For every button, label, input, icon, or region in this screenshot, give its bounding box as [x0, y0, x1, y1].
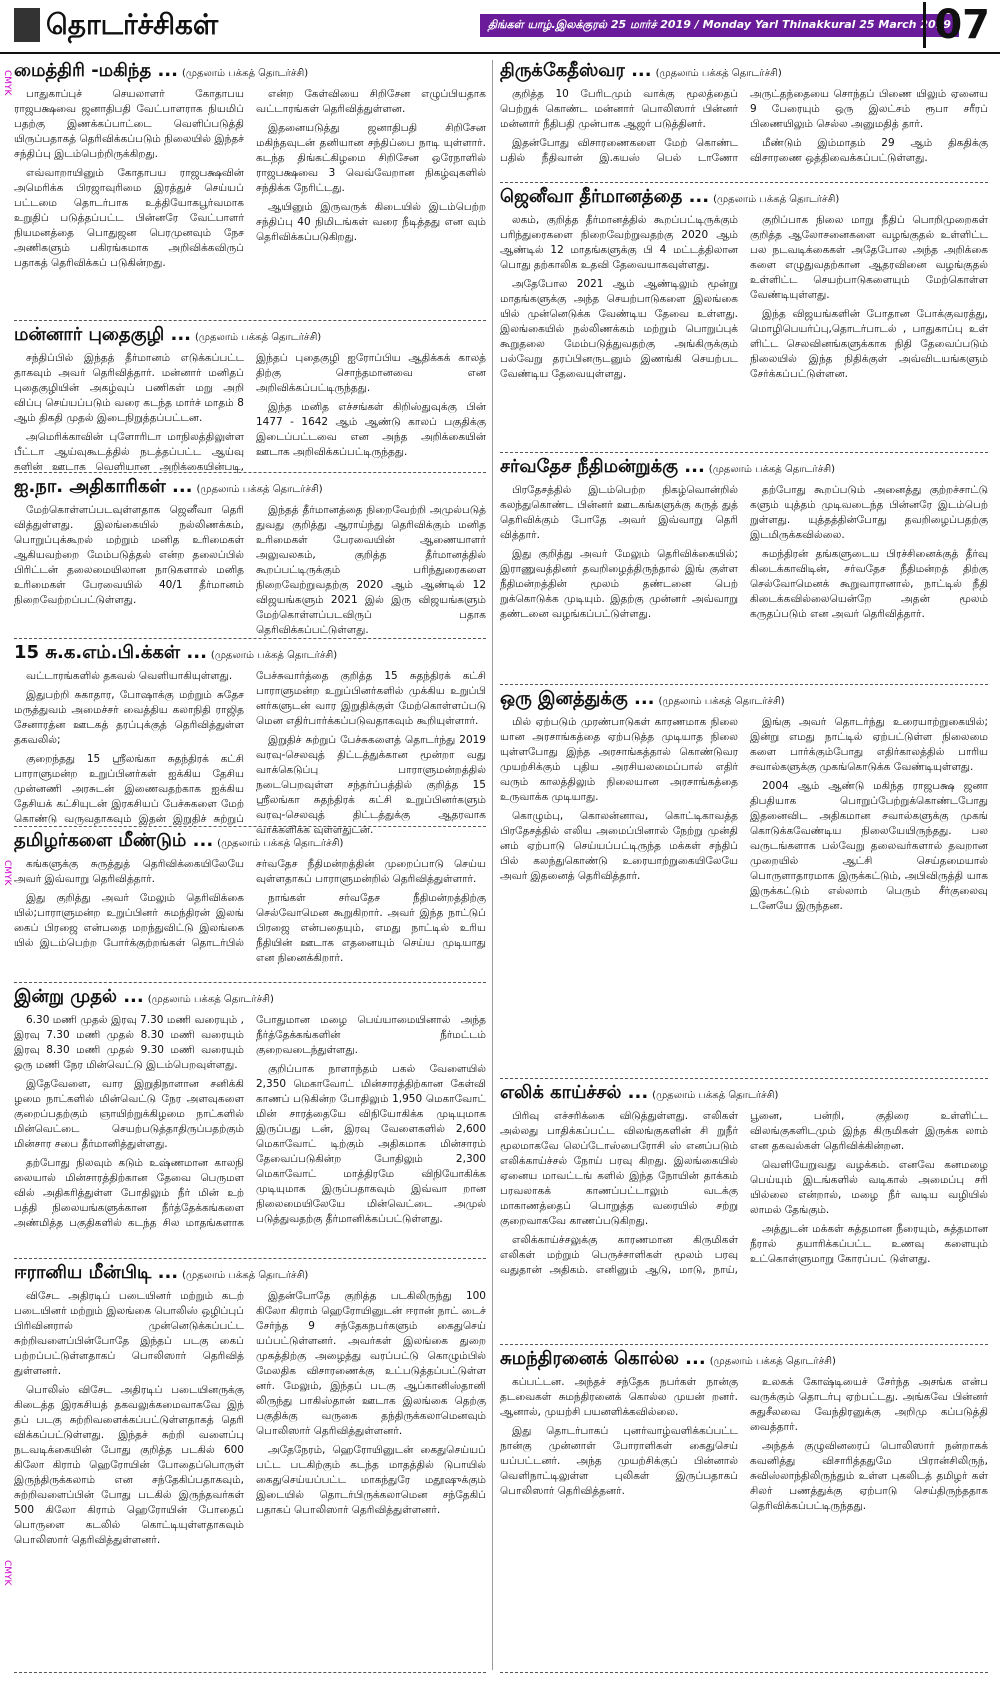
story — [500, 186, 988, 453]
paragraph: குறித்த 10 பேரிடமும் வாக்கு மூலத்தைப் பெற்றுக் கொண்ட மன்னார் பொலிஸார் பின்னர் மன்னார் நீதிபதி முன்பாக ஆஜர் படுத்தினர். — [500, 88, 738, 130]
continued-label: (முதலாம் பக்கத் தொடர்ச்சி) — [708, 464, 835, 475]
cmyk-mark-bottom: CMYK — [2, 1560, 12, 1586]
headline-text: ஐ.நா. அதிகாரிகள் ... — [14, 476, 193, 497]
paragraph: குறிப்பாக நிலை மாறு நீதிப் பொறிமுறைகள் குறித்த ஆலோசனைகளை வழங்குதல் உள்ளிட்ட பல நடவடிக்கைகள் அதேபோல அந்த அறிக்கை களை எழுதுவதற்கான ஆதரவினை வழங்குதல் உள்ளிட்ட செயற்பாடுகளையும் மேற்கொள்ள வேண்டியுள்ளது. — [750, 214, 988, 301]
continued-label: (முதலாம் பக்கத் தொடர்ச்சி) — [147, 994, 274, 1005]
dateline: திங்கள் யாழ்.இலக்குரல் 25 மார்ச் 2019 / Monday Yarl Thinakkural 25 March 2019 — [480, 14, 959, 37]
paragraph: இந்தத் தீர்மானத்தை நிறைவேற்றி அமுல்படுத் துவது குறித்து ஆராய்ந்து தெரிவிக்கும் மனித உரிமைகள் பேரவையின் ஆணையாளர் அலுவலகம், குறித்த தீர்மானத்தில் கூறப்பட்டிருக்கும் பரிந்துரைகளை நிறைவேற்றுவதற்கு 2020 ஆம் ஆண்டில் 12 விஜயங்களும் 2021 இல் இரு விஜயங்களும் மேற்கொள்ளப்படவிருப் பதாக தெரிவிக்கப்பட்டுள்ளது. — [256, 504, 486, 636]
paragraph: இதன்போது விசாரணைகளை மேற் கொண்ட பதில் நீதிவான் இ.கயஸ் பெல் டாணோ அருட்தந்தையை சொந்தப் பிணை யிலும் ஏனைய 9 பேரையும் ஒரு இலட்சம் ரூபா சரீரப் பிணையிலும் செல்ல அனுமதித் தார். — [500, 88, 988, 164]
headline-text: மைத்திரி -மகிந்த ... — [14, 60, 178, 81]
right-column — [500, 60, 988, 1672]
story-headline — [14, 324, 486, 347]
story-headline — [500, 186, 988, 209]
continued-label: (முதலாம் பக்கத் தொடர்ச்சி) — [658, 696, 785, 707]
story — [500, 1348, 988, 1673]
story — [14, 830, 486, 983]
left-column — [14, 60, 486, 1672]
paragraph: குறிப்பாக நாளாந்தம் பகல் வேளையில் 2,350 மெகாவோட் மின்சாரத்திற்கான கேள்வி காணப் படுகின்ற போதிலும் 1,950 மெகாவோட் மின் சாரத்தையே விநியோகிக்க முடியுமாக இருப்பது டன், இரவு வேளைகளில் 2,600 மெகாவோட் டிற்கும் அதிகமாக மின்சாரம் தேவைப்படுகின்ற போதிலும் 2,300 மெகாவோட் மாத்திரமே விநியோகிக்க முடியுமாக இருப்பதாகவும் இவ்வா றான நிலைமையிலேயே மின்வெட்டை அமுல் படுத்துவதற்கு தீர்மானிக்கப்பட்டுள்ளது. — [256, 1063, 486, 1225]
paragraph: பொலிஸ் விசேட அதிரடிப் படையினருக்கு கிடைத்த இரகசியத் தகவலுக்கமைவாகவே இந் தப் படகு சுற்றிவளைக்கப்பட்டுள்ளதாகத் தெரி விக்கப்பட்டுள்ளது. இந்தச் சுற்றி வளைப்பு நடவடிக்கையின் போது குறித்த படகில் 600 கிலோ கிராம் ஹெரோயின் போதைப்பொருள் இருந்திருக்கலாம் என சந்தேகிப்பதாகவும், சுற்றிவளைப்பின் போது படகில் இருந்தவர்கள் 500 கிலோ கிராம் ஹெரோயின் போதைப் பொருளை கடலில் கொட்டியுள்ளதாகவும் பொலிஸார் தெரிவித்துள்ளனர். — [14, 1384, 244, 1546]
paragraph: பிரிவு எச்சரிக்கை விடுத்துள்ளது. எலிகள் அல்லது பாதிக்கப்பட்ட விலங்குகளின் சி றுநீர் மூலமாகவே லெப்டோஸ்பைரோசி ஸ் எனப்படும் எலிக்காய்ச்சல் நோய் பரவு கிறது. இலங்கையில் ஏனைய மாவட்டங் களில் இந்த நோயின் தாக்கம் பரவலாகக் காணப்பட்டாலும் வடக்கு மாகாணத்தைப் பொறுத்த வரையில் சற்று குறைவாகவே காணப்படுகிறது. — [500, 1110, 738, 1227]
headline-text: தமிழர்களை மீண்டும் ... — [14, 830, 214, 851]
paragraph: கங்களுக்கு சுருத்துத் தெரிவிக்கையிலேயே அவர் இவ்வாறு தெரிவித்தார். — [14, 858, 244, 885]
story-body — [14, 1013, 486, 1231]
headline-text: சுமந்திரனைக் கொல்ல ... — [500, 1348, 706, 1369]
paragraph: ஆயினும் இருவருக் கிடையில் இடம்பெற்ற சந்திப்பு 40 நிமிடங்கள் வரை நீடித்தது என வும் தெரிவிக்கப்படுகிறது. — [256, 201, 486, 243]
continued-label: (முதலாம் பக்கத் தொடர்ச்சி) — [709, 1356, 836, 1367]
cmyk-mark-top: CMYK — [2, 70, 12, 96]
headline-text: ஜெனீவா தீர்மானத்தை ... — [500, 186, 710, 207]
story-body — [500, 1109, 988, 1278]
paragraph: எவ்வாறாயினும் கோதாபய ராஜபக்ஷவின் அமெரிக்க பிரஜாவுரிமை இரத்துச் செய்யப் பட்டமை தொடர்பாக உத்தியோகபூர்வமாக உறுதிப் படுத்தப்பட்ட பின்னரே வேட்பாளர் நியமனத்தை பொதுஜன பெரமுனவும் நேச அணிகளும் பகிரங்கமாக அறிவிக்கவிருப் பதாகத் தெரிவிக்கப் படுகின்றது. — [14, 167, 244, 269]
continued-label: (முதலாம் பக்கத் தொடர்ச்சி) — [182, 1270, 309, 1281]
cmyk-mark-middle: CMYK — [2, 860, 12, 886]
paragraph: அந்தக் குழுவினரைப் பொலிஸார் நன்றாகக் கவனித்து விசாரித்ததுமே பிரான்சிலிருந், சுவிஸ்லாந்திலிருந்தும் உள்ள புகலிடத் தமிழர் கள் சிலர் பணத்துக்கு ஏற்பாடு செய்திருந்ததாக தெரிவிக்கப்பட்டிருந்தது. — [750, 1440, 988, 1512]
paragraph: கொழும்பு, கொலன்னாவ, கொட்டிகாவத்த பிரதேசத்தில் எலிய அமைப்பினால் நேற்று முன்தி னம் ஏற்பாடு செய்யப்பட்டிருந்த மக்கள் சந்திப் பில் கலந்துகொண்டு உரையாற்றுகையிலேயே அவர் இதனைத் தெரிவித்தார். — [500, 810, 738, 882]
paragraph: இதுபற்றி சுகாதார, போஷாக்கு மற்றும் சுதேச மருத்துவம் அமைச்சர் வைத்திய கலாநிதி ராஜித சேனாரத்ன ஊடகத் தரப்புக்குத் தெரிவித்துள்ள தகவலில்; — [14, 689, 244, 746]
story-body — [500, 715, 988, 914]
paragraph: இந்த மனித எச்சங்கள் கிறிஸ்துவுக்கு பின் 1477 - 1642 ஆம் ஆண்டு காலப் பகுதிக்கு இடைப்பட்டவை என அந்த அறிக்கையின் ஊடாக அறிவிக்கப்பட்டிருந்தது. — [256, 401, 486, 458]
continued-label: (முதலாம் பக்கத் தொடர்ச்சி) — [210, 650, 338, 661]
story-body — [500, 483, 988, 626]
story-headline — [500, 60, 988, 83]
story-headline — [500, 688, 988, 711]
story — [14, 642, 486, 836]
story-headline — [14, 642, 486, 665]
paragraph: அதேபோல 2021 ஆம் ஆண்டிலும் மூன்று மாதங்களுக்கு அந்த செயற்பாடுகளை இலங்கை யில் முன்னெடுக்க வேண்டிய தேவை உள்ளது. இலங்கையில் நல்லிணக்கம் மற்றும் பொறுப்புக் கூறுதலை மேம்படுத்துவதற்கு அங்கிருக்கும் பல்வேறு தரப்பினருடனும் இணங்கி செயற்பட வேண்டிய தேவையுள்ளது. — [500, 278, 738, 380]
paragraph: அத்துடன் மக்கள் சுத்தமான நீரையும், சுத்தமான நீரால் தயாரிக்கப்பட்ட உணவு களையும் உட்கொள்ளுமாறு கோரப்பட் டுள்ளது. — [750, 1223, 988, 1265]
story-headline — [14, 830, 486, 853]
story — [500, 60, 988, 183]
story-body — [14, 669, 486, 838]
story-body — [14, 503, 486, 638]
headline-text: மன்னார் புதைகுழி ... — [14, 324, 192, 345]
paragraph: இந்த விஜயங்களின் போதான போக்குவரத்து, மொழிபெயர்ப்பு,தொடர்பாடல் , பாதுகாப்பு உள் ளிட்ட செலவினங்களுக்காக நிதி தேவைப்படும் நிலையில் இந்த நிதிக்குள் அவ்விடயங்களும் சேர்க்கப்பட்டுள்ளன. — [750, 308, 988, 380]
story-body — [500, 87, 988, 168]
continued-label: (முதலாம் பக்கத் தொடர்ச்சி) — [713, 194, 840, 205]
story — [500, 688, 988, 1079]
story-headline — [500, 1348, 988, 1371]
headline-text: இன்று முதல் ... — [14, 986, 144, 1007]
paragraph: விசேட அதிரடிப் படையினர் மற்றும் கடற் படையினர் மற்றும் இலங்கை பொலிஸ் ஒழிப்புப் பிரிவினரால் முன்னெடுக்கப்பட்ட சுற்றிவளைப்பின்போதே இந்தப் படகு கைப் பற்றப்பட்டுள்ளதாகப் பொலிஸார் தெரிவித் துள்ளனர். — [14, 1290, 244, 1377]
paragraph: தற்போது கூறப்படும் அனைத்து குற்றச்சாட்டு களும் யுத்தம் முடிவடைந்த பின்னரே இடம்பெற் றுள்ளது. யுத்தத்தின்போது தவறிழைப்பதற்கு இடமிருக்கவில்லை. — [750, 484, 988, 541]
story-body — [500, 1375, 988, 1514]
paragraph: இங்கு அவர் தொடர்ந்து உரையாற்றுகையில்; இன்று எமது நாட்டில் ஏற்பட்டுள்ள நிலைமை களை பார்க்கும்போது எதிர்காலத்தில் பாரிய சவால்களுக்கு முகங்கொடுக்க வேண்டியுள்ளது. — [750, 716, 988, 773]
paragraph: வெளியேறுவது வழக்கம். எனவே கனமழை பெய்யும் இடங்களில் வடிகால் அமைப்பு சரி யில்லை என்றால், மழை நீர் வடிய வழியில் லாமல் தேங்கும். — [750, 1159, 988, 1216]
paragraph: 6.30 மணி முதல் இரவு 7.30 மணி வரையும் , இரவு 7.30 மணி முதல் 8.30 மணி வரையும் இரவு 8.30 மணி முதல் 9.30 மணி வரையும் ஒரு மணி நேர மின்வெட்டு இடம்பெறவுள்ளது. — [14, 1014, 244, 1071]
headline-text: ஈரானிய மீன்பிடி ... — [14, 1262, 179, 1283]
story-body — [14, 87, 486, 271]
story-body — [14, 1289, 486, 1548]
paragraph: சுமந்திரன் தங்களுடைய பிரச்சினைக்குத் தீர்வு கிடைக்காவிடின், சர்வதேச நீதிமன்றத் திற்கு செல்வோமெனக் கூறுவாரானால், நாட்டில் நீதி கிடைக்கவில்லையென்றே அதன் மூலம் கருதப்படும் என அவர் தெரிவித்தார். — [750, 548, 988, 620]
paragraph: நாங்கள் சர்வதேச நீதிமன்றத்திற்கு செல்வோமென கூறுகிறார். அவர் இந்த நாட்டுப் பிரஜை என்பதையும், எமது நாட்டில் உரிய நீதியின் ஊடாக எதனையும் செய்ய முடியாது என நினைக்கிறார். — [256, 892, 486, 964]
paragraph: மேற்கொள்ளப்படவுள்ளதாக ஜெனீவா தெரி வித்துள்ளது. இலங்கையில் நல்லிணக்கம், பொறுப்புக்கூறல் மற்றும் மனித உரிமைகள் ஆகியவற்றை மேம்படுத்தல் என்ற தலைப்பில் பிரிட்டன் தலைமையிலான நாடுகளால் மனித உரிமைகள் பேரவையில் 40/1 தீர்மானம் நிறைவேற்றப்பட்டுள்ளது. — [14, 504, 244, 606]
headline-text: திருக்கேதீஸ்வர ... — [500, 60, 652, 81]
paragraph: சந்திப்பில் இந்தத் தீர்மானம் எடுக்கப்பட்ட தாகவும் அவர் தெரிவித்தார். மன்னார் மனிதப் புதைகுழியின் அகழ்வுப் பணிகள் மறு அறி விப்பு செய்யப்படும் வரை கடந்த மார்ச் மாதம் 8 ஆம் திகதி முதல் இடைநிறுத்தப்பட்டன. — [14, 352, 244, 424]
paragraph: கப்பட்டன. அந்தச் சந்தேக நபர்கள் நான்கு தடவைகள் சுமந்திரனைக் கொல்ல முயன் றனர். ஆனால், முயற்சி பயனளிக்கவில்லை. — [500, 1376, 738, 1418]
paragraph: பாதுகாப்புச் செயலாளர் கோதாபய ராஜபக்ஷவை ஜனாதிபதி வேட்பாளராக நியமிப் பதற்கு இணக்கப்பாட்டை வெளிப்படுத்தி யிருப்பதாகத் தெரிவிக்கப்படும் நிலையில் இந்தச் சந்திப்பு இடம்பெற்றிருக்கிறது. — [14, 88, 244, 160]
headline-text: ஒரு இனத்துக்கு ... — [500, 688, 655, 709]
story — [14, 60, 486, 321]
story — [14, 324, 486, 473]
paragraph: இது தொடர்பாகப் புனர்வாழ்வளிக்கப்பட்ட நான்கு முன்னாள் போராளிகள் கைதுசெய் யப்பட்டனர். அந்த முயற்சிக்குப் பின்னால் வெளிநாட்டிலுள்ள புலிகள் இருப்பதாகப் பொலிஸார் தெரிவித்தனர். — [500, 1425, 738, 1497]
paragraph: 2004 ஆம் ஆண்டு மகிந்த ராஜபக்ஷ ஜனா திபதியாக பொறுப்பேற்றுக்கொண்டபோது இதனைவிட அதிகமான சவால்களுக்கு முகங் கொடுக்கவேண்டிய நிலையேயிருந்தது. பல வருடங்களாக பல்வேறு தலைவர்களால் தவறான முறையில் ஆட்சி செய்தமையால் பொருளாதாரமாக இருக்கட்டும், அபிவிருத்தி யாக இருக்கட்டும் எல்லாம் பெரும் சீர்குலைவு டனேயே இருந்தன. — [750, 780, 988, 912]
story — [14, 1262, 486, 1673]
section-title: தொடர்ச்சிகள் — [46, 8, 219, 41]
paragraph: எலிக்காய்ச்சலுக்கு காரணமான கிருமிகள் எலிகள் மற்றும் பெருச்சாளிகள் மூலம் பரவு வதுதான் அதிகம். எனினும் ஆடு, மாடு, நாய், பூனை, பன்றி, குதிரை உள்ளிட்ட விலங்குகளிடமும் இந்த கிருமிகள் இருக்க லாம் என தகவல்கள் தெரிவிக்கின்றன. — [500, 1110, 988, 1276]
paragraph: இதேவேளை, வார இறுதிநாளான சனிக்கி ழமை நாட்களில் மின்வெட்டு நேர அளவுகளை குறைப்பதற்கும் ஞாயிற்றுக்கிழமை நாட்களில் மின்வெட்டை செயற்படுத்தாதிருப்பதற்கும் மின்சார சபை தீர்மானித்துள்ளது. — [14, 1078, 244, 1150]
column-divider — [492, 60, 493, 1670]
story-headline — [14, 986, 486, 1009]
continued-label: (முதலாம் பக்கத் தொடர்ச்சி) — [195, 332, 322, 343]
paragraph: என்ற கேள்வியை சிறிசேன எழுப்பியதாக வட்டாரங்கள் தெரிவித்துள்ளன. — [256, 88, 486, 115]
story-headline — [14, 60, 486, 83]
paragraph: மீண்டும் இம்மாதம் 29 ஆம் திகதிக்கு விசாரணை ஒத்திவைக்கப்பட்டுள்ளது. — [750, 137, 988, 164]
story-body — [14, 351, 486, 475]
story — [500, 456, 988, 685]
paragraph: குறைந்தது 15 ஸ்ரீலங்கா சுதந்திரக் கட்சி பாராளுமன்ற உறுப்பினர்கள் ஐக்கிய தேசிய முன்னணி அரசுடன் இணைவதற்காக ஐக்கிய தேசியக் கட்சியுடன் இரகசியப் பேச்சுகளை மேற் கொண்டு வருவதாகவும் இதன் இறுதிச் சுற்றுப் பேச்சுவார்த்தை குறித்த 15 சுதந்திரக் கட்சி பாராளுமன்ற உறுப்பினர்களில் முக்கிய உறுப்பி னர்களுடன் வார இறுதிக்குள் மேற்கொள்ளப்படு மென எதிர்பார்க்கப்படுவதாகவும் கூறியுள்ளார். — [14, 670, 486, 825]
paper-logo — [14, 8, 40, 42]
story-headline — [500, 1082, 988, 1105]
story — [14, 986, 486, 1259]
story-body — [14, 857, 486, 966]
continued-label: (முதலாம் பக்கத் தொடர்ச்சி) — [181, 68, 309, 79]
story-headline — [14, 476, 486, 499]
story-body — [500, 213, 988, 386]
paragraph: இது குறித்து அவர் மேலும் தெரிவிக்கை யில்;பாராளுமன்ற உறுப்பினர் சுமந்திரன் இலங் கைப் பிரஜை என்பதை மறந்துவிட்டு இலங்கை யில் இடம்பெற்ற போர்க்குற்றங்கள் தொடர்பில் சர்வதேச நீதிமன்றத்தின் முறைப்பாடு செய்ய வுள்ளதாகப் பாராளுமன்றில் தெரிவித்துள்ளார். — [14, 858, 486, 949]
paragraph: லகம், குறித்த தீர்மானத்தில் கூறப்பட்டிருக்கும் பரிந்துரைகளை நிறைவேற்றுவதற்கு 2020 ஆம் ஆண்டில் 12 மாதங்களுக்கு பி 4 மட்டத்திலான பொது தற்காலிக உதவி தேவையாகவுள்ளது. — [500, 214, 738, 271]
story — [500, 1082, 988, 1345]
paragraph: தற்போது நிலவும் கடும் உஷ்ணமான காலநி லையால் மின்சாரத்திற்கான தேவை பெருமள வில் அதிகரித்துள்ள போதிலும் நீர் மின் உற் பத்தி நிலையங்களுக்கான நீர்த்தேக்கங்களை அண்மித்த பகுதிகளில் கடந்த சில மாதங்களாக போதுமான மழை பெய்யாமையினால் அந்த நீர்த்தேக்கங்களின் நீர்மட்டம் குறைவடைந்துள்ளது. — [14, 1014, 486, 1229]
paragraph: உலகக் கோஷ்டியைச் சேர்ந்த அசங்க என்ப வருக்கும் தொடர்பு ஏற்பட்டது. அங்கவே பின்னர் சுதுசீலவை வேந்திரனுக்கு அறிமு கப்படுத்தி வைத்தார். — [750, 1376, 988, 1433]
paragraph: வட்டாரங்களில் தகவல் வெளியாகியுள்ளது. — [26, 670, 233, 682]
paragraph: அதேநேரம், ஹெரோயினுடன் கைதுசெய்யப் பட்ட படகிற்கும் கடந்த மாதத்தில் டுபாயில் கைதுசெய்யப்பட்ட மாகந்துரே மதூஷுக்கும் இடையில் தொடர்பிருக்கலாமென சந்தேகிப் பதாகப் பொலிஸார் தெரிவித்துள்ளனர். — [256, 1444, 486, 1516]
headline-text: 15 சு.க.எம்.பி.க்கள் ... — [14, 642, 207, 663]
headline-text: சர்வதேச நீதிமன்றுக்கு ... — [500, 456, 705, 477]
continued-label: (முதலாம் பக்கத் தொடர்ச்சி) — [217, 838, 344, 849]
paragraph: இறுதிச் சுற்றுப் பேச்சுகளைத் தொடர்ந்து 2019 வரவு-செலவுத் திட்டத்துக்கான மூன்றா வது வாக்கெடுப்பு பாராளுமன்றத்தில் நடைபெறவுள்ள சந்தர்ப்பத்தில் குறித்த 15 ஸ்ரீலங்கா சுதந்திரக் கட்சி உறுப்பினர்களும் வரவு-செலவுத் திட்டத்துக்கு ஆதரவாக வாக்களிக்க வுள்ளதுடன். — [256, 734, 486, 836]
story — [14, 476, 486, 639]
paragraph: இதன்போதே குறித்த படகிலிருந்து 100 கிலோ கிராம் ஹெரோயினுடன் ஈரான் நாட் டைச் சேர்ந்த 9 சந்தேகநபர்களும் கைதுசெய் யப்பட்டுள்ளனர். அவர்கள் இலங்கை துறை முகத்திற்கு அழைத்து வரப்பட்டு கொழும்பில் மேலதிக விசாரணைக்கு உட்படுத்தப்பட்டுள்ள னர். மேலும், இந்தப் படகு ஆப்கானிஸ்தானி லிருந்து பாகிஸ்தான் ஊடாக இலங்கை தெற்கு பகுதிக்கு வருகை தந்திருக்கலாமெனவும் பொலிஸார் தெரிவித்துள்ளனர். — [256, 1290, 486, 1437]
story-headline — [14, 1262, 486, 1285]
continued-label: (முதலாம் பக்கத் தொடர்ச்சி) — [655, 68, 782, 79]
story-headline — [500, 456, 988, 479]
paragraph: இதனையடுத்து ஜனாதிபதி சிறிசேன மகிந்தவுடன் தனியான சந்திப்பை நாடி யுள்ளார். கடந்த திங்கட்கிழமை சிறிசேன ஒரேநாளில் ராஜபக்ஷவை 3 வெவ்வேறான நிகழ்வுகளில் சந்திக்க நேரிட்டது. — [256, 122, 486, 194]
paragraph: இது குறித்து அவர் மேலும் தெரிவிக்கையில்; இராணுவத்தினர் தவறிழைத்திருந்தால் இங் குள்ள நீதிமன்றத்தின் மூலம் தண்டனை பெற் றுக்கொடுக்க முடியும். இதற்கு முன்னர் அவ்வாறு தண்டனை வழங்கப்பட்டுள்ளது. — [500, 548, 738, 620]
headline-text: எலிக் காய்ச்சல் ... — [500, 1082, 649, 1103]
continued-label: (முதலாம் பக்கத் தொடர்ச்சி) — [196, 484, 323, 495]
continued-label: (முதலாம் பக்கத் தொடர்ச்சி) — [652, 1090, 779, 1101]
paragraph: பிரதேசத்தில் இடம்பெற்ற நிகழ்வொன்றில் கலந்துகொண்ட பின்னர் ஊடகங்களுக்கு கருத் துத் தெரிவிக்கும் போதே அவர் இவ்வாறு தெரி வித்தார். — [500, 484, 738, 541]
paragraph: அமெரிக்காவின் புளோரிடா மாநிலத்திலுள்ள பீட்டா ஆய்வுகூடத்தில் நடத்தப்பட்ட ஆய்வு களின் ஊடாக வெளியான அறிக்கையின்படி, இந்தப் புதைகுழி ஐரோப்பிய ஆதிக்கக் காலத் திற்கு சொந்தமானவை என அறிவிக்கப்பட்டிருந்தது. — [14, 352, 486, 473]
page-number: 07 — [923, 2, 990, 48]
paragraph: மில் ஏற்படும் முரண்பாடுகள் காரணமாக நிலை யான அரசாங்கத்தை ஏற்படுத்த முடியாத நிலை யுள்ளபோது இந்த அரசாங்கத்தால் கொண்டுவர முயற்சிக்கும் புதிய அரசியலமைப்பால் எதிர் வரும் காலத்திலும் நிலையான அரசாங்கத்தை உருவாக்க முடியாது. — [500, 716, 738, 803]
masthead — [0, 0, 1000, 54]
